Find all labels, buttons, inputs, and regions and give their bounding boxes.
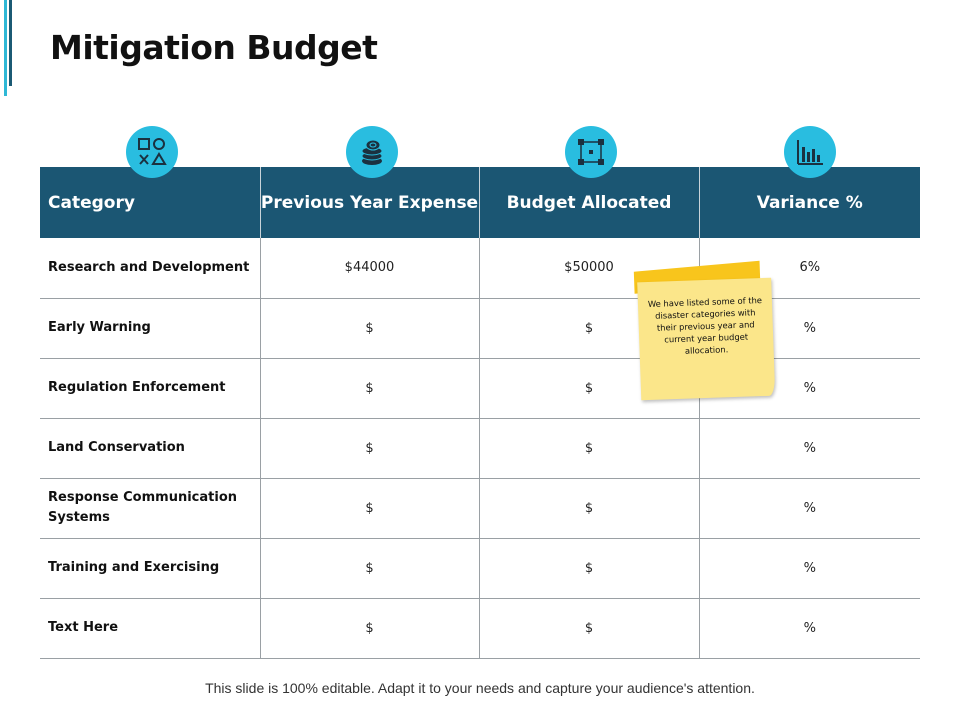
category-cell: Research and Development [40,238,260,298]
header-previous-year-expense: Previous Year Expense [260,167,479,238]
shapes-icon [126,126,178,178]
sticky-note-text: We have listed some of the disaster categories with their previous year and current year budget allocation. [647,295,763,356]
table-row [40,238,920,298]
budget-allocated-cell: $ [479,538,699,598]
budget-allocated-cell: $ [479,418,699,478]
previous-expense-cell: $ [260,298,479,358]
budget-allocated-cell: $ [479,298,699,358]
table-row [40,358,920,418]
previous-expense-cell: $ [260,418,479,478]
header-variance: Variance % [699,167,920,238]
budget-allocated-cell: $ [479,478,699,538]
accent-bar [4,0,7,96]
header-budget-allocated: Budget Allocated [479,167,699,238]
variance-cell: % [699,598,920,658]
variance-cell: % [699,298,920,358]
category-cell: Early Warning [40,298,260,358]
previous-expense-cell: $ [260,598,479,658]
category-cell: Text Here [40,598,260,658]
previous-expense-cell: $ [260,538,479,598]
category-cell: Land Conservation [40,418,260,478]
previous-expense-cell: $44000 [260,238,479,298]
category-cell: Response Communication Systems [40,478,260,538]
bar-chart-icon [784,126,836,178]
variance-cell: 6% [699,238,920,298]
table-row [40,298,920,358]
table-header-row [40,167,920,238]
page-title: Mitigation Budget [50,28,378,67]
header-category: Category [40,167,260,238]
variance-cell: % [699,478,920,538]
accent-bar-inner [9,0,12,86]
table-row [40,598,920,658]
previous-expense-cell: $ [260,358,479,418]
variance-cell: % [699,358,920,418]
previous-expense-cell: $ [260,478,479,538]
budget-table [40,167,920,659]
variance-cell: % [699,418,920,478]
table-row [40,478,920,538]
budget-allocated-cell: $50000 [479,238,699,298]
table-row [40,418,920,478]
coins-icon [346,126,398,178]
table-row [40,538,920,598]
budget-allocated-cell: $ [479,358,699,418]
sticky-note [634,264,779,403]
footer-caption: This slide is 100% editable. Adapt it to your needs and capture your audience's attention. [205,680,755,696]
budget-allocated-cell: $ [479,598,699,658]
category-cell: Regulation Enforcement [40,358,260,418]
selection-frame-icon [565,126,617,178]
variance-cell: % [699,538,920,598]
category-cell: Training and Exercising [40,538,260,598]
